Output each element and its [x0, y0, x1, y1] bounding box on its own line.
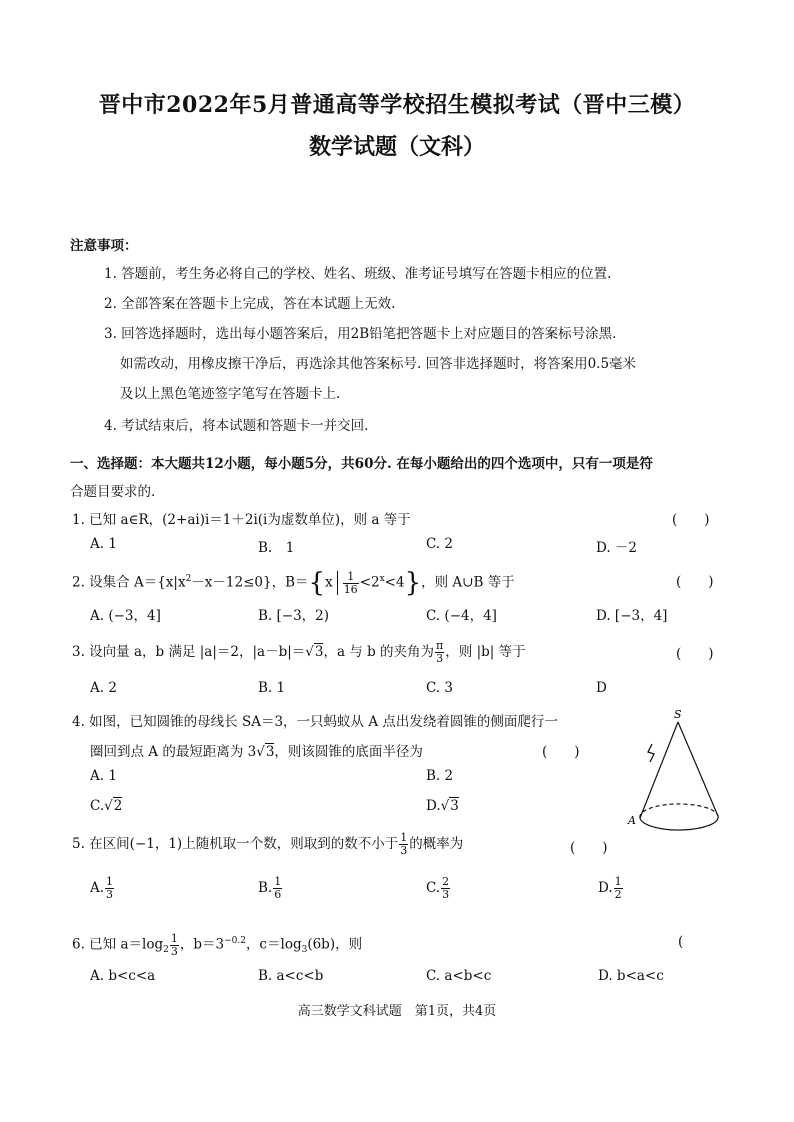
section-heading-cont: 合题目要求的. — [70, 484, 156, 500]
q5-option-c: C. $\frac{2}{3}$ — [426, 875, 450, 901]
q6-option-d: D. b<a<c — [598, 968, 664, 984]
q5-option-d: D. $\frac{1}{2}$ — [598, 875, 622, 901]
q5-option-b: B. $\frac{1}{6}$ — [258, 875, 282, 901]
q4-option-b: B. 2 — [426, 768, 454, 784]
q2-option-c: C. (−4，4] — [426, 608, 497, 624]
notice-item-4: 4. 考试结束后，将本试题和答题卡一并交回. — [104, 418, 369, 434]
q3-answer-paren: ( ) — [676, 646, 714, 662]
q3-option-d: D — [596, 680, 607, 696]
cone-apex-label: S — [674, 708, 682, 721]
q2-option-a: A. (−3，4] — [90, 608, 161, 624]
q1-option-c: C. 2 — [426, 536, 454, 552]
q1-option-a: A. 1 — [90, 536, 117, 552]
q2-fraction: $\frac{1}{16}$ — [343, 569, 358, 596]
q2-answer-paren: ( ) — [676, 574, 714, 590]
notice-item-3: 3. 回答选择题时，选出每小题答案后，用2B铅笔把答题卡上对应题目的答案标号涂黑. — [104, 326, 617, 342]
q1-option-b: B. 1 — [258, 540, 295, 556]
q6-fraction: $\frac{1}{3}$ — [170, 931, 178, 958]
cone-base-back — [640, 804, 718, 818]
notice-item-3-cont: 如需改动，用橡皮擦干净后，再选涂其他答案标号. 回答非选择题时，将答案用0.5毫米 — [120, 356, 637, 372]
q4-stem-line2: 圈回到点 A 的最短距离为 3√3，则该圆锥的底面半径为 — [90, 744, 423, 760]
cone-base-front — [640, 816, 718, 830]
q6-option-c: C. a<b<c — [426, 968, 492, 984]
exam-subtitle: 数学试题（文科） — [308, 134, 485, 160]
exam-title: 晋中市2022年5月普通高等学校招生模拟考试（晋中三模） — [98, 92, 696, 118]
q3-option-a: A. 2 — [90, 680, 117, 696]
q3-fraction: $\frac{\pi}{3}$ — [436, 639, 444, 665]
page-footer: 高三数学文科试题 第1页，共4页 — [297, 1004, 497, 1019]
cone-right-generatrix — [678, 722, 718, 816]
q2-option-b: B. [−3，2) — [258, 608, 330, 624]
section-heading: 一、选择题：本大题共12小题，每小题5分，共60分. 在每小题给出的四个选项中，只有一项是符 — [70, 456, 653, 472]
q1-option-d: D. －2 — [596, 540, 638, 556]
q4-option-c: C.√2 — [90, 798, 123, 814]
q1-stem: 1. 已知 a∈R，(2+ai)i＝1＋2i(i为虚数单位)，则 a 等于 — [72, 512, 411, 528]
q4-stem-line1: 4. 如图，已知圆锥的母线长 SA＝3，一只蚂蚁从 A 点出发绕着圆锥的侧面爬行一 — [72, 714, 558, 730]
q6-option-a: A. b<c<a — [90, 968, 156, 984]
q6-option-b: B. a<c<b — [258, 968, 324, 984]
q3-option-c: C. 3 — [426, 680, 454, 696]
q5-answer-paren: ( ) — [570, 840, 608, 856]
q4-answer-paren: ( ) — [542, 744, 580, 760]
ant-path-mark — [648, 744, 654, 762]
notice-item-3-cont2: 及以上黑色笔迹签字笔写在答题卡上. — [120, 386, 341, 402]
notice-item-1: 1. 答题前，考生务必将自己的学校、姓名、班级、准考证号填写在答题卡相应的位置. — [104, 266, 612, 282]
notice-item-2: 2. 全部答案在答题卡上完成，答在本试题上无效. — [104, 296, 396, 312]
q2-stem: 2. 设集合 $A=\{x|x^2-x-12\le 0\}$，B＝{x $\frac{1}{16}$ $<2^x<4$}，则 A∪B 等于 — [72, 568, 515, 598]
notice-heading: 注意事项： — [70, 238, 138, 254]
q6-stem: 6. 已知 $a=\log_2$ $\frac{1}{3}$ ，$b=3^{-0.2}$，$c=\log_3(6b)$，则 — [72, 931, 363, 958]
q3-option-b: B. 1 — [258, 680, 286, 696]
q5-fraction: $\frac{1}{3}$ — [400, 831, 408, 857]
q4-option-a: A. 1 — [90, 768, 117, 784]
q6-answer-paren: ( — [678, 934, 684, 950]
q4-option-d: D.√3 — [426, 798, 459, 814]
cone-point-label: A — [628, 814, 636, 827]
q3-stem: 3. 设向量 a，b 满足 |a|＝2，|a－b|＝√3，a 与 b 的夹角为 $\frac{\pi}{3}$ ，则 |b| 等于 — [72, 639, 526, 665]
q5-option-a: A. $\frac{1}{3}$ — [90, 875, 114, 901]
cone-figure — [620, 700, 730, 840]
q1-answer-paren: ( ) — [672, 512, 710, 528]
q2-option-d: D. [−3，4] — [596, 608, 668, 624]
q5-stem: 5. 在区间(−1，1)上随机取一个数，则取到的数不小于 $\frac{1}{3}$ 的概率为 — [72, 831, 464, 857]
